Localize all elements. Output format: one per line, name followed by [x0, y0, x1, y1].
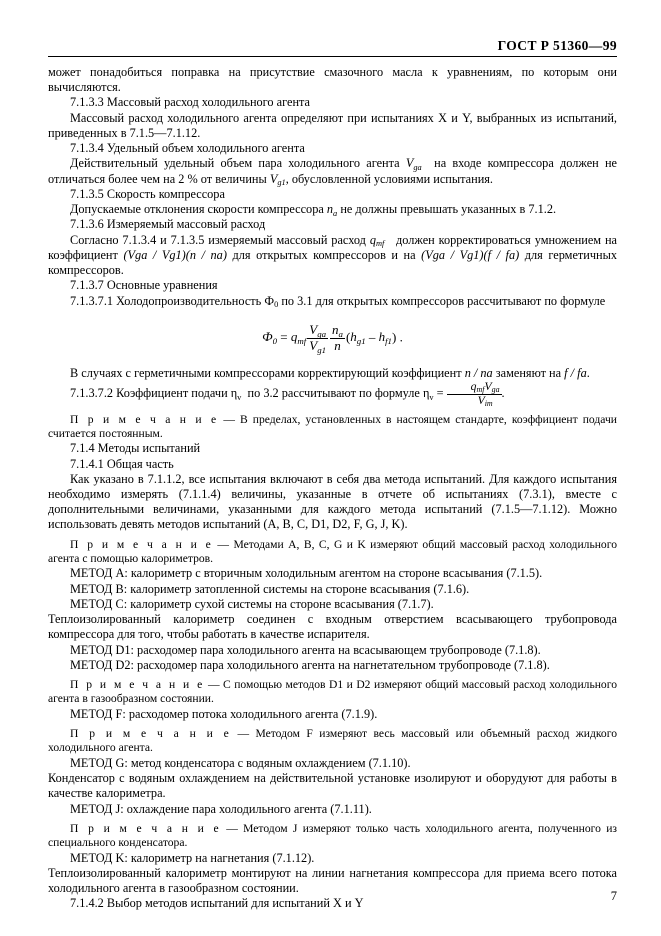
text-7-1-3-4-b: на входе компрессора должен не отличаться более чем на 2 % от величины [48, 156, 617, 186]
note-dash-3: — [204, 678, 224, 692]
heading-7-1-3-3: 7.1.3.3 Массовый расход холодильного агента [70, 95, 311, 110]
paragraph-7-1-3-5-body [48, 202, 617, 217]
note-dash-5: — [220, 821, 244, 835]
symbol-q-mf-sub: mf [375, 239, 385, 249]
text-7-1-3-6-b: должен корректироваться умножением на коэффициент [48, 232, 618, 262]
text-7-1-3-6-d: для герметичных компрессоров. [48, 247, 618, 278]
note-text-4: Методом F измеряют весь массовый или объемный расход жидкого холодильного агента. [48, 727, 617, 755]
heading-7-1-4-1: 7.1.4.1 Общая часть [70, 456, 174, 471]
note-4 [48, 727, 617, 756]
note-dash-1: — [218, 412, 241, 426]
paragraph-7-1-3-7-2: 7.1.3.7.2 Коэффициент подачи $\eta_v$ по 3.2 рассчитывают по формуле $\eta_v$ = $\frac{q_{mf}V_{ga}}{V_{im}}$ . [70, 379, 505, 409]
coeff-replace-from: n / na [464, 365, 493, 380]
note-3 [48, 678, 617, 707]
paragraph-7-1-3-7-1-body [48, 294, 617, 309]
heading-7-1-4: 7.1.4 Методы испытаний [70, 441, 201, 456]
heading-7-1-3-5: 7.1.3.5 Скорость компрессора [70, 186, 225, 201]
coeff-open: (Vga / Vg1)(n / na) [123, 247, 227, 262]
coeff-hermetic: (Vga / Vg1)(f / fa) [421, 247, 520, 262]
text-7-1-3-5-b: не должны превышать указанных в 7.1.2. [340, 202, 557, 217]
page-number: 7 [610, 889, 617, 903]
symbol-q-mf: q [369, 232, 376, 247]
method-g: МЕТОД G: метод конденсатора с водяным охлаждением (7.1.10). [70, 755, 411, 770]
text-7-1-3-5-a: Допускаемые отклонения скорости компрессора [70, 202, 324, 217]
paragraph-7-1-3-4-body [48, 156, 617, 186]
symbol-n-a-sub: a [333, 208, 338, 218]
coeff-replace-to: f / fa [564, 365, 587, 380]
note-label-4: П р и м е ч а н и е [70, 727, 232, 741]
method-b: МЕТОД B: калориметр затопленной системы на стороне всасывания (7.1.6). [70, 581, 470, 596]
method-d2: МЕТОД D2: расходомер пара холодильного агента на нагнетательном трубопроводе (7.1.8). [70, 657, 550, 672]
paragraph-hermetic-case: В случаях с герметичными компрессорами корректирующий коэффициент n / na заменяют на f / fa. [70, 365, 590, 380]
formula-factor-qmf: $q_{mf}$ [290, 329, 307, 347]
method-f: МЕТОД F: расходомер потока холодильного агента (7.1.9). [70, 706, 378, 721]
text-case-b: заменяют на [495, 365, 562, 380]
note-label-2: П р и м е ч а н и е [70, 537, 213, 551]
paragraph-7-1-4-1-body: Как указано в 7.1.1.2, все испытания включают в себя два метода испытаний. Для каждого испытания необходимо измерять (7.1.1.4) величины, указанные в отчете об испытаниях (7.3.1), вместе с дополнительными величинами, указанными для каждого метода испытаний (7.1.5—7.1.12). Можно использовать девять методов испытаний (A, B, C, D1, D2, F, G, J, K). [48, 471, 617, 532]
symbol-v-g1-sub: g1 [277, 178, 286, 188]
symbol-n-a: n [326, 202, 334, 217]
paragraph-7-1-3-3-body: Массовый расход холодильного агента определяют при испытаниях X и Y, выбранных из испытаний, приведенных в 7.1.5—7.1.12. [48, 110, 617, 140]
method-j: МЕТОД J: охлаждение пара холодильного агента (7.1.11). [70, 801, 372, 816]
formula-cooling-capacity [48, 323, 617, 354]
text-7-1-3-7-1-a: 7.1.3.7.1 Холодопроизводительность Ф [70, 293, 275, 308]
symbol-v-ga-sub: ga [413, 163, 422, 173]
note-text-2: Методами A, B, C, G и K измеряют общий массовый расход холодильного агента с помощью калориметров. [48, 537, 617, 566]
note-label-1: П р и м е ч а н и е [70, 412, 219, 426]
text-7-1-3-7-2-a: 7.1.3.7.2 Коэффициент подачи η [70, 386, 238, 401]
symbol-phi: Ф [262, 329, 273, 345]
symbol-phi-sub: 0 [274, 300, 279, 310]
note-text-5: Методом J измеряют только часть холодильного агента, полученного из специального конденсатора. [48, 821, 617, 850]
note-dash-4: — [231, 727, 256, 741]
method-a: МЕТОД A: калориметр с вторичным холодильным агентом на стороне всасывания (7.1.5). [70, 566, 543, 581]
method-k-body: Теплоизолированный калориметр монтируют на линии нагнетания компрессора для приема всего потока холодильного агента в газообразном состоянии. [48, 865, 617, 895]
method-c-body: Теплоизолированный калориметр соединен с входным отверстием всасывающего трубопровода компрессора для того, чтобы работать в качестве испарителя. [48, 612, 617, 642]
heading-7-1-4-2: 7.1.4.2 Выбор методов испытаний для испытаний X и Y [70, 896, 364, 911]
note-2 [48, 538, 617, 567]
formula-bracket: $(h_{g1} - h_{f1})$ . [345, 329, 403, 347]
standard-header: ГОСТ Р 51360—99 [497, 38, 617, 53]
symbol-v-ga: V [405, 156, 414, 171]
heading-7-1-3-7: 7.1.3.7 Основные уравнения [70, 278, 218, 293]
text-7-1-3-6-a: Согласно 7.1.3.4 и 7.1.3.5 измеряемый массовый расход [70, 232, 366, 247]
paragraph-7-1-3-6-body [48, 233, 617, 279]
method-g-body: Конденсатор с водяным охлаждением на действительной установке изолируют и оборудуют для работы в качестве калориметра. [48, 771, 617, 801]
text-7-1-3-7-1-b: по 3.1 для открытых компрессоров рассчитывают по формуле [281, 293, 606, 308]
document-body [48, 65, 617, 911]
text-case-a: В случаях с герметичными компрессорами корректирующий коэффициент [70, 365, 462, 380]
method-d1: МЕТОД D1: расходомер пара холодильного агента на всасывающем трубопроводе (7.1.8). [70, 642, 541, 657]
paragraph-intro: может понадобиться поправка на присутствие смазочного масла к уравнениям, по которым они вычисляются. [48, 65, 617, 95]
note-text-1: В пределах, установленных в настоящем стандарте, коэффициент подачи считается постоянным. [48, 412, 617, 440]
header-divider [48, 56, 617, 57]
heading-7-1-3-6: 7.1.3.6 Измеряемый массовый расход [70, 217, 266, 232]
formula-eta-fraction: $\frac{q_{mf}V_{ga}}{V_{im}}$ [447, 381, 502, 408]
text-7-1-3-4-a: Действительный удельный объем пара холодильного агента [70, 156, 400, 171]
formula-lhs: $Ф_0$ = [262, 329, 291, 347]
text-7-1-3-7-2-b: по 3.2 рассчитывают по формуле η [247, 386, 430, 401]
note-dash-2: — [213, 537, 234, 551]
note-label-3: П р и м е ч а н и е [70, 678, 205, 692]
symbol-eta-sub-2: v [429, 392, 434, 402]
method-c: МЕТОД C: калориметр сухой системы на стороне всасывания (7.1.7). [70, 596, 434, 611]
note-1 [48, 413, 617, 442]
formula-frac-volumes: $\frac{V_{ga}}{V_{g1}}$ [309, 321, 327, 355]
note-label-5: П р и м е ч а н и е [70, 821, 221, 835]
method-k: МЕТОД K: калориметр на нагнетания (7.1.12). [70, 850, 315, 865]
symbol-v-g1: V [269, 171, 278, 186]
text-7-1-3-4-c: , обусловленной условиями испытания. [285, 171, 494, 186]
symbol-eta-sub: v [237, 392, 242, 402]
symbol-phi-sub-2: 0 [272, 336, 278, 347]
note-text-3: С помощью методов D1 и D2 измеряют общий массовый расход холодильного агента в газообразном состоянии. [48, 678, 617, 706]
text-7-1-3-6-c: для открытых компрессоров и на [232, 247, 416, 262]
note-5 [48, 822, 617, 851]
heading-7-1-3-4: 7.1.3.4 Удельный объем холодильного агента [70, 141, 305, 156]
formula-frac-speed: $\frac{n_a}{n}$ [332, 321, 343, 353]
